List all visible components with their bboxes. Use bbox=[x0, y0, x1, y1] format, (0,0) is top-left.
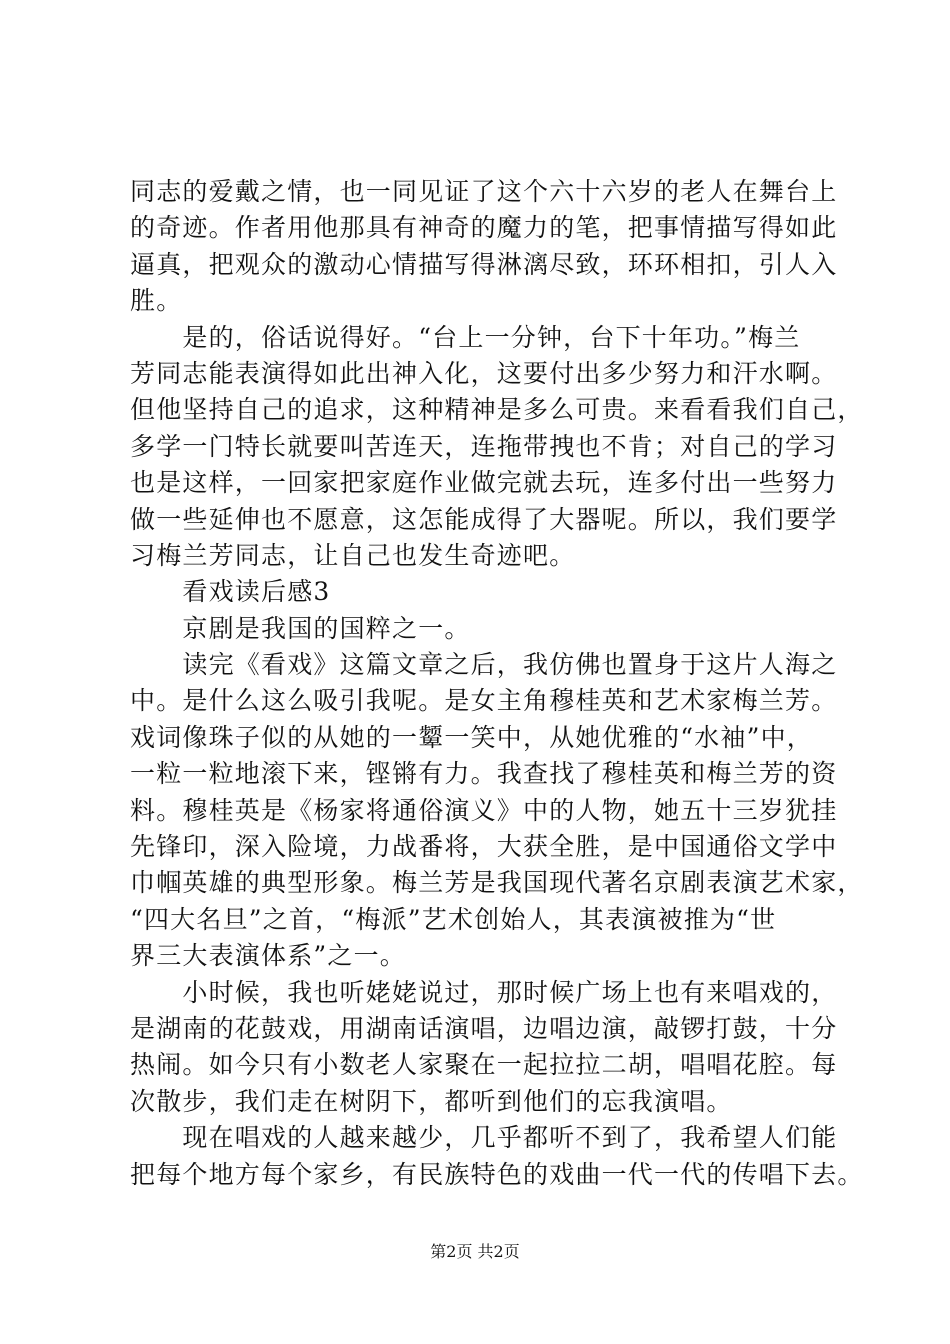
text-line: 是湖南的花鼓戏，用湖南话演唱，边唱边演，敲锣打鼓，十分 bbox=[130, 1013, 838, 1043]
text-line: 现在唱戏的人越来越少，几乎都听不到了，我希望人们能 bbox=[130, 1123, 838, 1153]
text-line: 中。是什么这么吸引我呢。是女主角穆桂英和艺术家梅兰芳。 bbox=[130, 686, 838, 716]
text-line: 但他坚持自己的追求，这种精神是多么可贵。来看看我们自己， bbox=[130, 395, 864, 425]
text-line: 次散步，我们走在树阴下，都听到他们的忘我演唱。 bbox=[130, 1086, 733, 1116]
text-line: 也是这样，一回家把家庭作业做完就去玩，连多付出一些努力 bbox=[130, 468, 838, 498]
text-line: 做一些延伸也不愿意，这怎能成得了大器呢。所以，我们要学 bbox=[130, 504, 838, 534]
text-line: 料。穆桂英是《杨家将通俗演义》中的人物，她五十三岁犹挂 bbox=[130, 795, 838, 825]
text-line: 界三大表演体系”之一。 bbox=[130, 941, 406, 971]
page-number-label: 第2页 共2页 bbox=[430, 1242, 520, 1261]
text-line: 小时候，我也听姥姥说过，那时候广场上也有来唱戏的， bbox=[130, 977, 838, 1007]
text-line: 京剧是我国的国粹之一。 bbox=[130, 613, 471, 643]
page-footer bbox=[0, 1240, 950, 1264]
text-line: 巾帼英雄的典型形象。梅兰芳是我国现代著名京剧表演艺术家， bbox=[130, 868, 864, 898]
text-line: 胜。 bbox=[130, 286, 183, 316]
text-line: 戏词像珠子似的从她的一颦一笑中，从她优雅的“水袖”中， bbox=[130, 722, 813, 752]
text-line: 把每个地方每个家乡，有民族特色的戏曲一代一代的传唱下去。 bbox=[130, 1159, 864, 1189]
text-line: “四大名旦”之首，“梅派”艺术创始人，其表演被推为“世 bbox=[130, 904, 777, 934]
text-line: 读完《看戏》这篇文章之后，我仿佛也置身于这片人海之 bbox=[130, 650, 838, 680]
text-line: 习梅兰芳同志，让自己也发生奇迹吧。 bbox=[130, 540, 576, 570]
text-line: 热闹。如今只有小数老人家聚在一起拉拉二胡，唱唱花腔。每 bbox=[130, 1050, 838, 1080]
text-line: 芳同志能表演得如此出神入化，这要付出多少努力和汗水啊。 bbox=[130, 358, 838, 388]
document-body bbox=[130, 174, 864, 1193]
text-line: 是的，俗话说得好。“台上一分钟，台下十年功。”梅兰 bbox=[130, 322, 801, 352]
text-line: 一粒一粒地滚下来，铿锵有力。我查找了穆桂英和梅兰芳的资 bbox=[130, 759, 838, 789]
section-heading: 看戏读后感3 bbox=[130, 577, 331, 607]
text-line: 先锋印，深入险境，力战番将，大获全胜，是中国通俗文学中 bbox=[130, 832, 838, 862]
text-line: 的奇迹。作者用他那具有神奇的魔力的笔，把事情描写得如此 bbox=[130, 213, 838, 243]
text-line: 多学一门特长就要叫苦连天，连拖带拽也不肯；对自己的学习 bbox=[130, 431, 838, 461]
text-line: 逼真，把观众的激动心情描写得淋漓尽致，环环相扣，引人入 bbox=[130, 249, 838, 279]
text-line: 同志的爱戴之情，也一同见证了这个六十六岁的老人在舞台上 bbox=[130, 177, 838, 206]
